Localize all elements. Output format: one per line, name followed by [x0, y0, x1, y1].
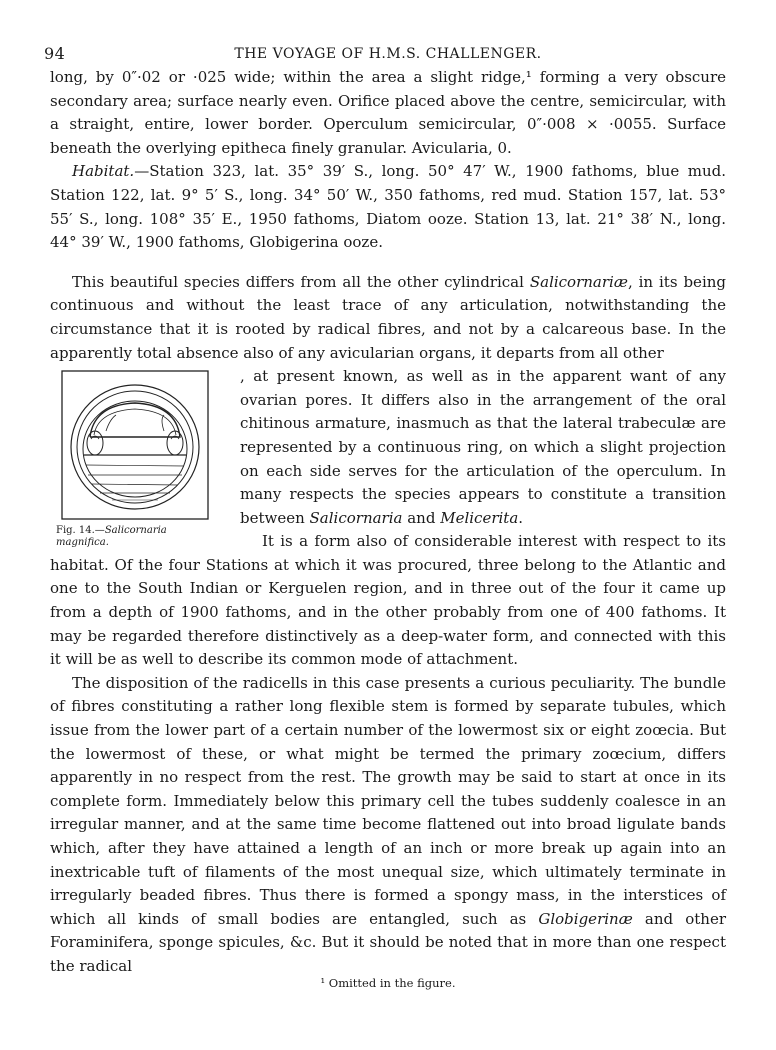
paragraph-comparison [50, 271, 726, 365]
taxon-name: Salicornariæ [529, 272, 628, 291]
habitat-text: —Station 323, lat. 35° 39′ S., long. 50° 47′ W., 1900 fathoms, blue mud. Station 122, lat. 9° 5′ S., long. 34° 50′ W., 350 fathoms, red mud. Station 157, lat. 53° 55′ S., long. 108° 35′ E., 1950 fathoms, Diatom ooze. Station 13, lat. 21° 38′ N., long. 44° 39′ W., 1900 fathoms, Globigerina ooze. [50, 162, 726, 252]
running-title: THE VOYAGE OF H.M.S. CHALLENGER. [234, 46, 542, 62]
text-run: . [518, 508, 524, 527]
text-run: The disposition of the radicells in this case presents a curious peculiarity. The bundle of fibres constituting a rather long flexible stem is formed by separate tubules, which issue from the lower part of a certain number of the lowermost six or eight zoœcia. But the lowermost of these, or what might be termed the primary zoœcium, differs apparently in no respect from the rest. The growth may be said to start at once in its complete form. Immediately below this primary cell the tubes suddenly coalesce in an irregular manner, and at the same time become flattened out into broad ligulate bands which, after they have attained a length of an inch or more break up again into an inextricable tuft of filaments of the most unequal size, which ultimately terminate in irregularly beaded fibres. Thus there is formed a spongy mass, in the interstices of which all kinds of small bodies are entangled, such as [50, 673, 726, 928]
text-run: and [402, 508, 441, 527]
text-run: This beautiful species differs from all the other cylindrical [72, 272, 530, 291]
figure-illustration [60, 369, 210, 521]
figure [50, 369, 220, 549]
paragraph-habitat [50, 160, 726, 254]
text-run: and other Foraminifera, sponge spicules, &c. But it should be noted that in more than one respect the radical [50, 909, 726, 975]
taxon-name: Salicornaria [309, 508, 403, 527]
caption-label: Fig. 14.— [56, 525, 105, 537]
figure-caption [50, 525, 220, 549]
paragraph-description: long, by 0″·02 or ·025 wide; within the area a slight ridge,¹ forming a very obscure secondary area; surface nearly even. Orifice placed above the centre, semicircular, with a straight, entire, lower border. Operculum semicircular, 0″·008 × ·0055. Surface beneath the overlying epitheca finely granular. Avicularia, 0. [50, 68, 726, 157]
habitat-label: Habitat. [72, 162, 135, 181]
paragraph-habitat-discussion: It is a form also of considerable interest with respect to its habitat. Of the four Stations at which it was procured, three belong to the Atlantic and one to the South Indian or Kerguelen region, and in three out of the four it came up from a depth of 1900 fathoms, and in the other probably from one of 400 fathoms. It may be regarded therefore distinctively as a deep-water form, and connected with this it will be as well to describe its common mode of attachment. [50, 532, 726, 669]
text-run: , in its being continuous and without the least trace of any articulation, notwithstanding the circumstance that it is rooted by radical fibres, and not by a calcareous base. In the apparently total absence also of any avicularian organs, it departs from all other [50, 272, 726, 362]
caption-species: Salicornaria magnifica. [56, 525, 167, 549]
page-number: 94 [44, 44, 66, 63]
paragraph-radicells [50, 672, 726, 979]
taxon-name: Globigerinæ [538, 909, 633, 928]
footnote: ¹ Omitted in the figure. [320, 976, 456, 990]
text-run: , at present known, as well as in the apparent want of any ovarian pores. It differs also in the arrangement of the oral chitinous armature, inasmuch as that the lateral trabeculæ are represented by a continuous ring, on which a slight projection on each side serves for the articulation of the operculum. In many respects the species appears to constitute a transition between [240, 367, 726, 527]
taxon-name: Melicerita [440, 508, 519, 527]
page-header [44, 44, 726, 68]
page [44, 44, 726, 979]
